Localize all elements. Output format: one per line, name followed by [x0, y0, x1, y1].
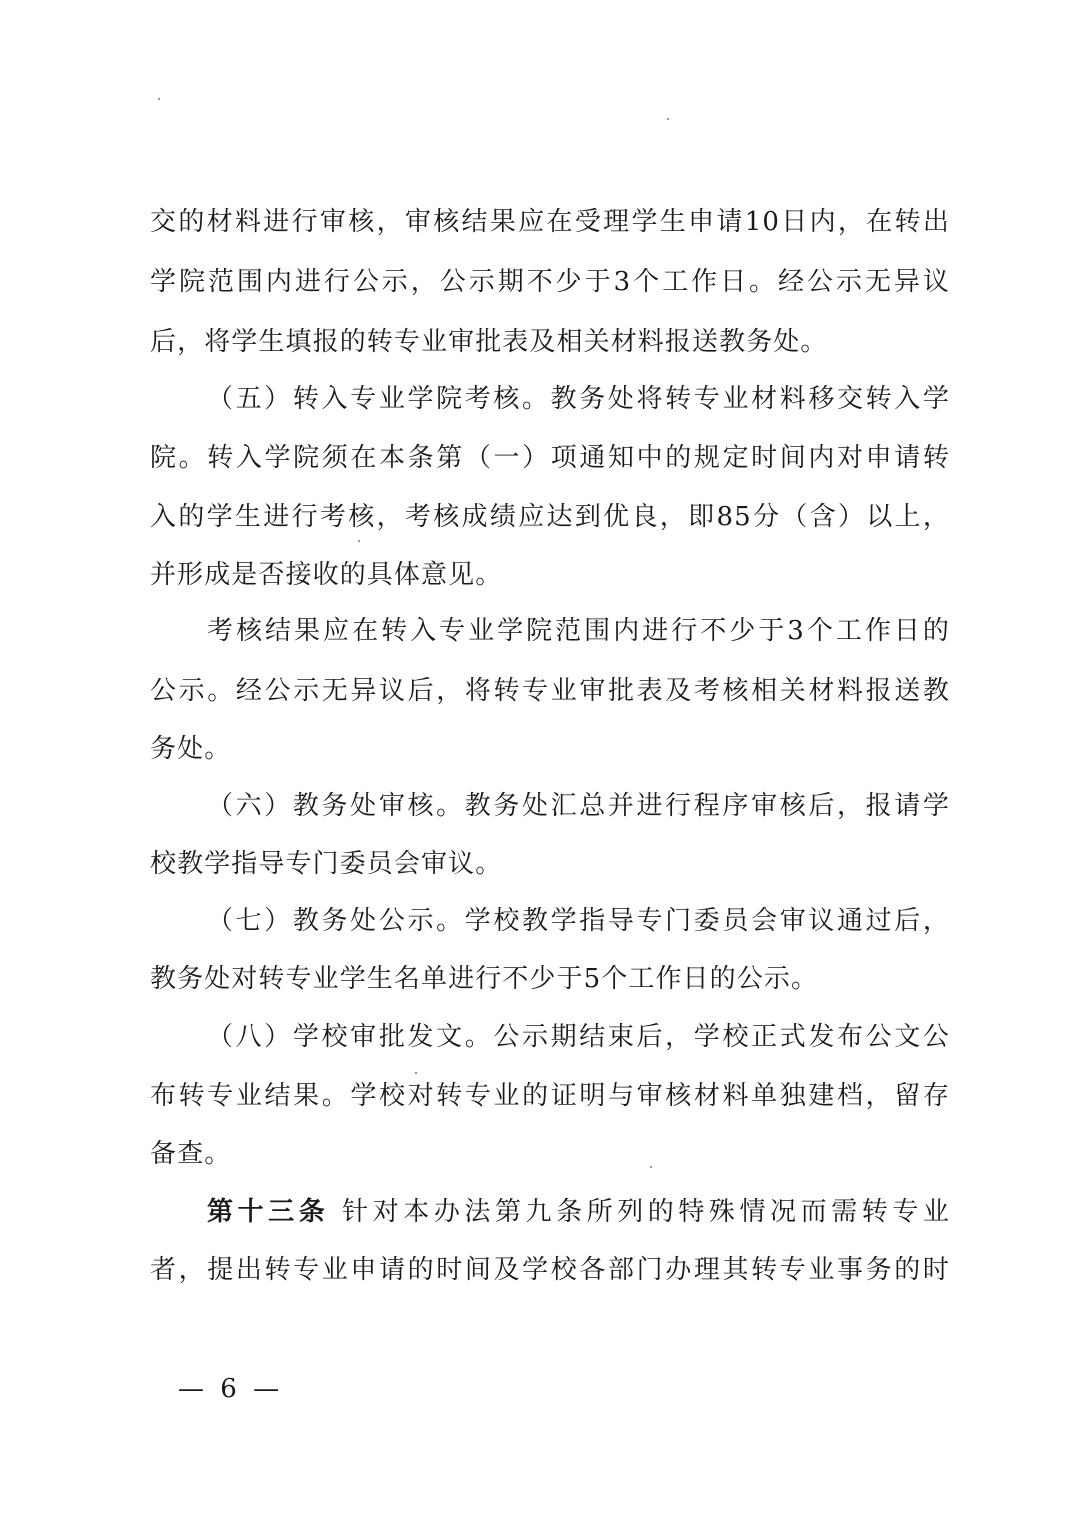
- body-line: （六）教务处审核。教务处汇总并进行程序审核后，报请学: [207, 791, 950, 821]
- scan-speck: [358, 540, 360, 542]
- article-text: 针对本办法第九条所列的特殊情况而需转专业: [342, 1197, 950, 1227]
- body-line: （七）教务处公示。学校教学指导专门委员会审议通过后，: [207, 906, 950, 936]
- article-heading: 第十三条: [207, 1197, 330, 1227]
- body-line: 入的学生进行考核，考核成绩应达到优良，即85分（含）以上，: [150, 502, 950, 532]
- body-line: 并形成是否接收的具体意见。: [150, 560, 503, 590]
- body-line: 布转专业结果。学校对转专业的证明与审核材料单独建档，留存: [150, 1081, 950, 1111]
- page-number: — 6 —: [178, 1374, 284, 1404]
- body-line: 者，提出转专业申请的时间及学校各部门办理其转专业事务的时: [150, 1255, 950, 1285]
- body-line: 学院范围内进行公示，公示期不少于3个工作日。经公示无异议: [150, 267, 950, 297]
- body-line: （八）学校审批发文。公示期结束后，学校正式发布公文公: [207, 1022, 950, 1052]
- body-line: 校教学指导专门委员会审议。: [150, 849, 503, 879]
- body-line: 备查。: [150, 1139, 232, 1169]
- scan-speck: [158, 98, 160, 100]
- body-line: 教务处对转专业学生名单进行不少于5个工作日的公示。: [150, 964, 819, 994]
- body-line: 院。转入学院须在本条第（一）项通知中的规定时间内对申请转: [150, 443, 950, 473]
- body-line: 考核结果应在转入专业学院范围内进行不少于3个工作日的: [207, 616, 950, 646]
- scan-speck: [667, 118, 669, 120]
- body-line: （五）转入专业学院考核。教务处将转专业材料移交转入学: [207, 384, 950, 414]
- scan-speck: [415, 1072, 417, 1074]
- body-line: 后，将学生填报的转专业审批表及相关材料报送教务处。: [150, 327, 828, 357]
- body-line: 公示。经公示无异议后，将转专业审批表及考核相关材料报送教: [150, 676, 950, 706]
- body-line: 交的材料进行审核，审核结果应在受理学生申请10日内，在转出: [150, 207, 950, 237]
- body-line: 务处。: [150, 734, 232, 764]
- article-13-line: [207, 1195, 950, 1229]
